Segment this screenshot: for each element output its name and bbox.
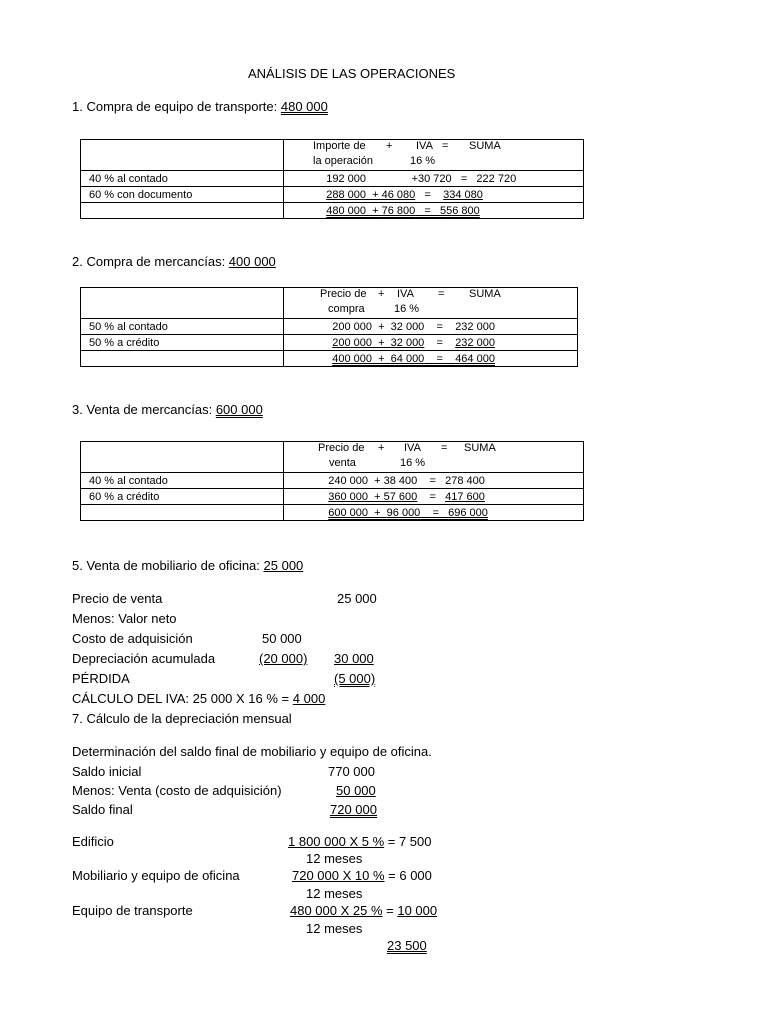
- menos-venta-label: Menos: Venta (costo de adquisición): [72, 783, 282, 798]
- header-amount-label-2: la operación: [313, 155, 373, 167]
- table-row: [81, 203, 584, 219]
- row-values: 240 000 + 38 400 = 278 400: [284, 473, 584, 489]
- header-amount-label: Precio de: [320, 288, 367, 300]
- calculo-iva: [72, 691, 325, 706]
- section-1-amount: 480 000: [280, 99, 328, 114]
- table-row: [81, 473, 584, 489]
- valor-neto-label: Menos: Valor neto: [72, 611, 177, 626]
- row-iva: 38 400: [383, 474, 418, 487]
- row-amount: 192 000: [326, 172, 366, 185]
- saldo-inicial-label: Saldo inicial: [72, 764, 142, 779]
- section-2-text: 2. Compra de mercancías:: [72, 254, 229, 269]
- header-iva-rate: 16 %: [400, 457, 426, 469]
- row-iva: 57 600: [383, 490, 418, 503]
- header-equals: =: [442, 140, 449, 152]
- row-label: [81, 203, 284, 219]
- row-amount: 600 000: [328, 506, 368, 519]
- section-1-text: 1. Compra de equipo de transporte:: [72, 99, 281, 114]
- row-label: 50 % al contado: [81, 319, 284, 335]
- valor-neto-value: 30 000: [334, 651, 374, 666]
- row-amount: 400 000: [332, 352, 372, 365]
- header-suma: SUMA: [469, 140, 501, 152]
- equipo-transporte-formula: [290, 903, 437, 918]
- row-values: 400 000 + 64 000 = 464 000: [284, 351, 578, 367]
- row-amount: 240 000: [328, 474, 368, 487]
- table-row: [81, 335, 578, 351]
- depreciacion-label: Depreciación acumulada: [72, 651, 216, 666]
- header-amount-label: Importe de: [313, 140, 366, 152]
- header-empty-cell: [81, 140, 284, 171]
- table-section-2: [80, 287, 578, 367]
- row-iva: 96 000: [386, 506, 421, 519]
- row-label: 40 % al contado: [81, 171, 284, 187]
- header-cell: [284, 288, 578, 319]
- row-iva: 32 000: [390, 320, 425, 333]
- header-cell: [284, 140, 584, 171]
- row-sum: 222 720: [476, 172, 517, 185]
- row-label: [81, 351, 284, 367]
- row-sum: 334 080: [443, 188, 483, 201]
- row-iva: 30 720: [418, 172, 452, 185]
- saldo-final-value: 720 000: [330, 802, 377, 817]
- depreciacion-value: (20 000): [259, 651, 308, 666]
- section-2-amount: 400 000: [228, 254, 276, 269]
- equipo-transporte-equals: =: [382, 903, 398, 918]
- row-values: 480 000 + 76 800 = 556 800: [284, 203, 584, 219]
- precio-venta-label: Precio de venta: [72, 591, 163, 606]
- table-row: [81, 319, 578, 335]
- header-plus: +: [378, 288, 385, 300]
- header-amount-label-2: venta: [329, 457, 356, 469]
- row-values: 200 000 + 32 000 = 232 000: [284, 335, 578, 351]
- header-iva: IVA: [397, 288, 414, 300]
- header-suma: SUMA: [464, 442, 496, 454]
- perdida-value: (5 000): [334, 671, 376, 686]
- header-equals: =: [441, 442, 448, 454]
- equipo-transporte-result: 10 000: [397, 903, 438, 918]
- edificio-result: = 7 500: [384, 834, 432, 849]
- header-cell: [284, 442, 584, 473]
- header-suma: SUMA: [469, 288, 501, 300]
- mobiliario-label: Mobiliario y equipo de oficina: [72, 868, 240, 883]
- equipo-transporte-label: Equipo de transporte: [72, 903, 193, 918]
- row-amount: 200 000: [332, 336, 372, 349]
- section-1-heading: [72, 99, 328, 114]
- row-sum: 232 000: [455, 320, 495, 333]
- costo-adquisicion-value: 50 000: [262, 631, 302, 646]
- section-5-heading: [72, 558, 303, 573]
- row-sum: 696 000: [448, 506, 488, 519]
- header-iva-rate: 16 %: [410, 155, 436, 167]
- determinacion-text: Determinación del saldo final de mobiliario y equipo de oficina.: [72, 744, 432, 759]
- saldo-inicial-value: 770 000: [328, 764, 375, 779]
- table-row: [81, 489, 584, 505]
- section-5-text: 5. Venta de mobiliario de oficina:: [72, 558, 264, 573]
- header-iva: IVA: [404, 442, 421, 454]
- table-row: [81, 187, 584, 203]
- edificio-meses: 12 meses: [306, 851, 363, 866]
- row-label: 40 % al contado: [81, 473, 284, 489]
- equipo-transporte-meses: 12 meses: [306, 921, 363, 936]
- header-iva-rate: 16 %: [394, 303, 420, 315]
- row-iva: 32 000: [390, 336, 425, 349]
- header-empty-cell: [81, 288, 284, 319]
- row-label: 60 % con documento: [81, 187, 284, 203]
- section-7-heading: 7. Cálculo de la depreciación mensual: [72, 711, 292, 726]
- row-amount: 360 000: [328, 490, 368, 503]
- header-empty-cell: [81, 442, 284, 473]
- section-3-text: 3. Venta de mercancías:: [72, 402, 216, 417]
- edificio-formula-text: 1 800 000 X 5 %: [288, 834, 385, 849]
- row-iva: 46 080: [381, 188, 416, 201]
- table-section-1: [80, 139, 584, 219]
- row-sum: 417 600: [445, 490, 485, 503]
- calculo-iva-value: 4 000: [292, 691, 326, 706]
- header-plus: +: [386, 140, 393, 152]
- depreciacion-total: 23 500: [387, 938, 427, 953]
- header-amount-label: Precio de: [318, 442, 365, 454]
- mobiliario-formula: [292, 868, 432, 883]
- saldo-final-label: Saldo final: [72, 802, 133, 817]
- row-values: 192 000 +30 720 = 222 720: [284, 171, 584, 187]
- menos-venta-value: 50 000: [336, 783, 376, 798]
- mobiliario-meses: 12 meses: [306, 886, 363, 901]
- row-values: 288 000 + 46 080 = 334 080: [284, 187, 584, 203]
- row-iva: 64 000: [390, 352, 425, 365]
- page-title: ANÁLISIS DE LAS OPERACIONES: [248, 66, 456, 81]
- table-row: [81, 171, 584, 187]
- row-sum: 278 400: [445, 474, 485, 487]
- header-equals: =: [438, 288, 445, 300]
- row-values: 200 000 + 32 000 = 232 000: [284, 319, 578, 335]
- row-amount: 200 000: [332, 320, 372, 333]
- header-amount-label-2: compra: [328, 303, 365, 315]
- row-sum: 464 000: [455, 352, 495, 365]
- header-iva: IVA: [416, 140, 433, 152]
- row-sum: 232 000: [455, 336, 495, 349]
- calculo-iva-label: CÁLCULO DEL IVA: 25 000 X 16 % =: [72, 691, 293, 706]
- row-sum: 556 800: [440, 204, 480, 217]
- mobiliario-formula-text: 720 000 X 10 %: [292, 868, 385, 883]
- section-3-heading: [72, 402, 263, 417]
- table-section-3: [80, 441, 584, 521]
- row-iva: 76 800: [381, 204, 416, 217]
- row-label: [81, 505, 284, 521]
- row-amount: 288 000: [326, 188, 366, 201]
- row-label: 50 % a crédito: [81, 335, 284, 351]
- row-label: 60 % a crédito: [81, 489, 284, 505]
- section-5-amount: 25 000: [263, 558, 304, 573]
- header-plus: +: [378, 442, 385, 454]
- edificio-label: Edificio: [72, 834, 114, 849]
- perdida-label: PÉRDIDA: [72, 671, 130, 686]
- section-3-amount: 600 000: [215, 402, 263, 417]
- row-values: 360 000 + 57 600 = 417 600: [284, 489, 584, 505]
- table-row: [81, 505, 584, 521]
- row-amount: 480 000: [326, 204, 366, 217]
- table-row: [81, 351, 578, 367]
- costo-adquisicion-label: Costo de adquisición: [72, 631, 193, 646]
- section-2-heading: [72, 254, 276, 269]
- row-values: 600 000 + 96 000 = 696 000: [284, 505, 584, 521]
- equipo-transporte-formula-text: 480 000 X 25 %: [290, 903, 383, 918]
- precio-venta-value: 25 000: [337, 591, 377, 606]
- mobiliario-result: = 6 000: [384, 868, 432, 883]
- edificio-formula: [288, 834, 432, 849]
